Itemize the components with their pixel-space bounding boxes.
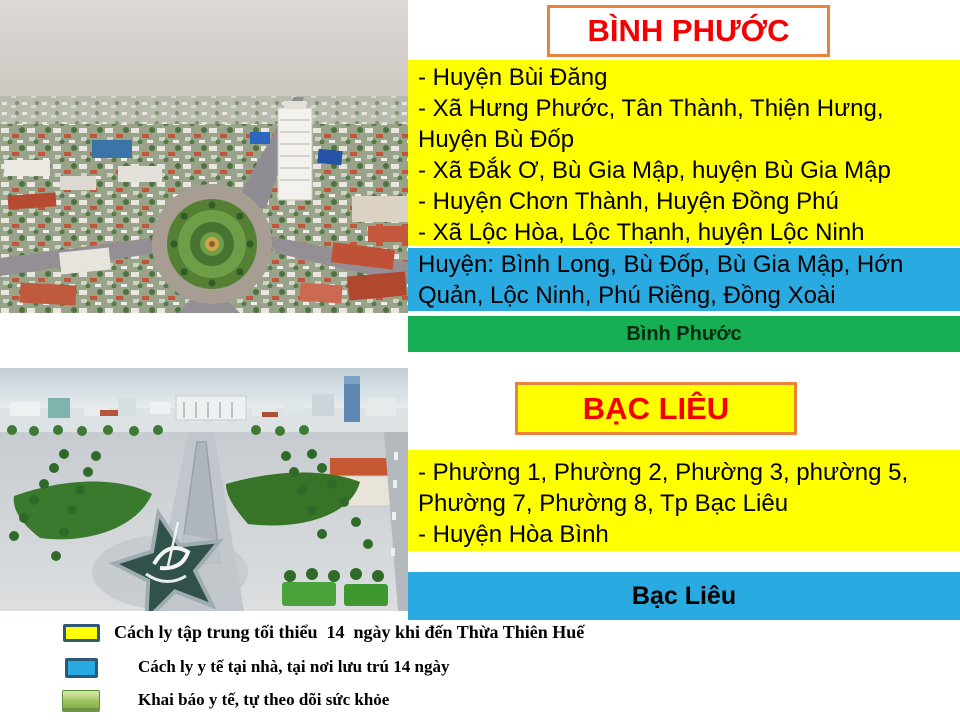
zone-line: Phường 7, Phường 8, Tp Bạc Liêu bbox=[418, 490, 789, 517]
legend-blue-swatch bbox=[65, 658, 98, 678]
legend-green-swatch bbox=[62, 690, 100, 712]
photo-bac-lieu-illustration bbox=[0, 368, 408, 611]
photo-bac-lieu-aerial bbox=[0, 368, 408, 611]
binh-phuoc-centralized-quarantine-block bbox=[408, 60, 960, 246]
photo-binh-phuoc-aerial bbox=[0, 0, 408, 313]
bac-lieu-province-label: Bạc Liêu bbox=[631, 581, 737, 610]
binh-phuoc-self-monitoring-block bbox=[408, 316, 960, 352]
bac-lieu-home-quarantine-block bbox=[408, 572, 960, 620]
legend-centralized-quarantine-label: Cách ly tập trung tối thiểu 14 ngày khi đến Thừa Thiên Huế bbox=[114, 622, 585, 642]
zone-line: - Huyện Hòa Bình bbox=[418, 521, 609, 548]
bac-lieu-centralized-quarantine-block bbox=[408, 450, 960, 551]
zone-line: - Huyện Bùi Đăng bbox=[418, 64, 608, 91]
legend-yellow-swatch bbox=[63, 624, 100, 642]
bac-lieu-title: BẠC LIÊU bbox=[582, 390, 730, 426]
zone-line: Huyện Bù Đốp bbox=[418, 126, 575, 153]
zone-line: - Phường 1, Phường 2, Phường 3, phường 5, bbox=[418, 459, 909, 486]
zone-line: - Xã Hưng Phước, Tân Thành, Thiện Hưng, bbox=[418, 95, 884, 122]
binh-phuoc-title-box bbox=[547, 5, 830, 57]
zone-line: Huyện: Bình Long, Bù Đốp, Bù Gia Mập, Hớn bbox=[418, 251, 904, 278]
binh-phuoc-title: BÌNH PHƯỚC bbox=[587, 13, 790, 48]
legend-self-monitoring-label: Khai báo y tế, tự theo dõi sức khỏe bbox=[138, 690, 390, 709]
legend-home-quarantine-label: Cách ly y tế tại nhà, tại nơi lưu trú 14 ngày bbox=[138, 657, 450, 676]
zone-line: Quản, Lộc Ninh, Phú Riềng, Đồng Xoài bbox=[418, 282, 836, 309]
photo-binh-phuoc-illustration bbox=[0, 0, 408, 313]
zone-line: - Xã Lộc Hòa, Lộc Thạnh, huyện Lộc Ninh bbox=[418, 219, 865, 246]
zone-line: - Huyện Chơn Thành, Huyện Đồng Phú bbox=[418, 188, 839, 215]
binh-phuoc-home-quarantine-block bbox=[408, 248, 960, 311]
bac-lieu-title-box bbox=[515, 382, 797, 435]
zone-line: - Xã Đắk Ơ, Bù Gia Mập, huyện Bù Gia Mập bbox=[418, 157, 891, 184]
binh-phuoc-province-label: Bình Phước bbox=[626, 322, 742, 345]
